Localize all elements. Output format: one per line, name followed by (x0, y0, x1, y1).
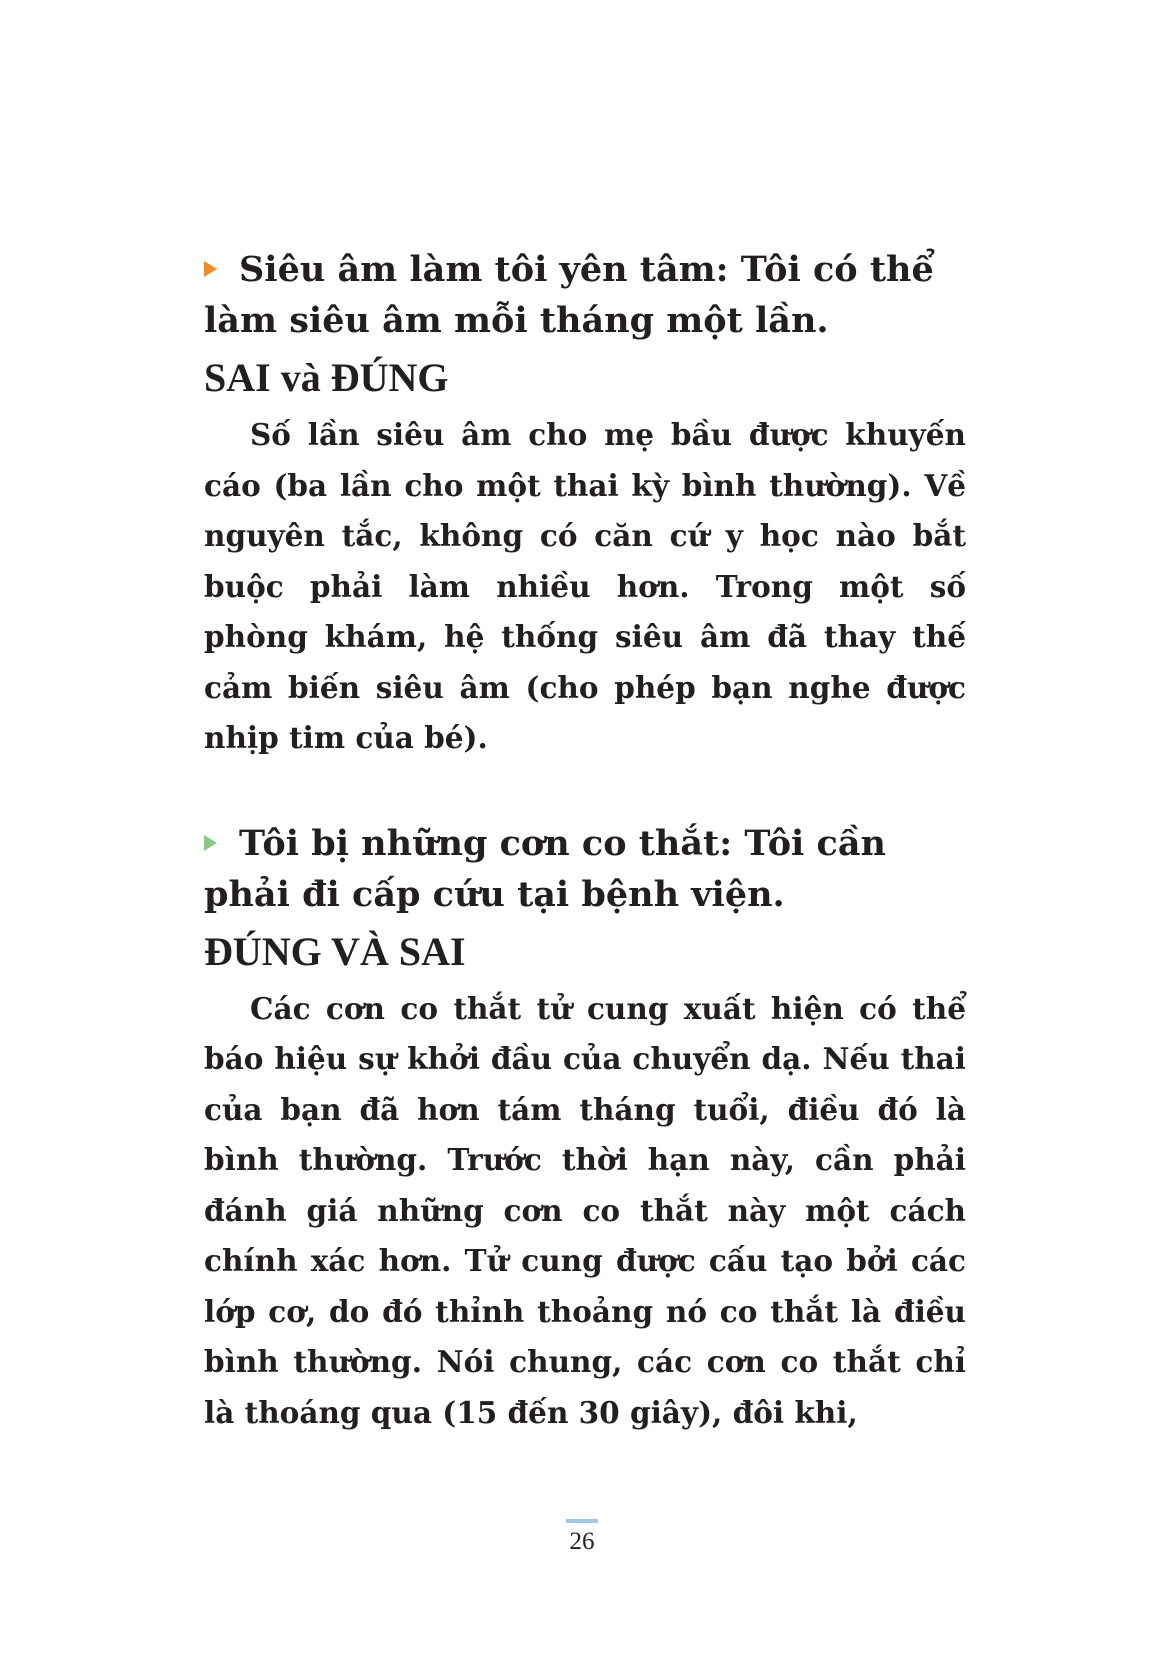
page-number-rule (566, 1519, 598, 1523)
body-paragraph: Số lần siêu âm cho mẹ bầu được khuyến cáo (ba lần cho một thai kỳ bình thường). Về nguyên tắc, không có căn cứ y học nào bắt buộc phải làm nhiều hơn. Trong một số phòng khám, hệ thống siêu âm đã thay thế cảm biến siêu âm (cho phép bạn nghe được nhịp tim của bé). (204, 417, 966, 755)
heading-text: Siêu âm làm tôi yên tâm: Tôi có thể làm siêu âm mỗi tháng một lần. (204, 249, 934, 341)
verdict-label: SAI và ĐÚNG (204, 355, 449, 400)
verdict-label: ĐÚNG VÀ SAI (204, 928, 466, 974)
page-footer (566, 1519, 598, 1555)
triangle-bullet-icon (204, 835, 217, 851)
section-heading (204, 818, 966, 920)
triangle-bullet-icon (204, 261, 217, 277)
section-ultrasound (204, 244, 966, 764)
page-content (204, 244, 966, 1438)
section-heading (204, 244, 966, 346)
body-paragraph: Các cơn co thắt tử cung xuất hiện có thể báo hiệu sự khởi đầu của chuyển dạ. Nếu thai của bạn đã hơn tám tháng tuổi, điều đó là bình thường. Trước thời hạn này, cần phải đánh giá những cơn co thắt này một cách chính xác hơn. Tử cung được cấu tạo bởi các lớp cơ, do đó thỉnh thoảng nó co thắt là điều bình thường. Nói chung, các cơn co thắt chỉ là thoáng qua (15 đến 30 giây), đôi khi, (204, 990, 966, 1430)
heading-text: Tôi bị những cơn co thắt: Tôi cần phải đi cấp cứu tại bệnh viện. (204, 822, 886, 915)
section-contractions (204, 818, 966, 1439)
page-number: 26 (569, 1528, 595, 1555)
